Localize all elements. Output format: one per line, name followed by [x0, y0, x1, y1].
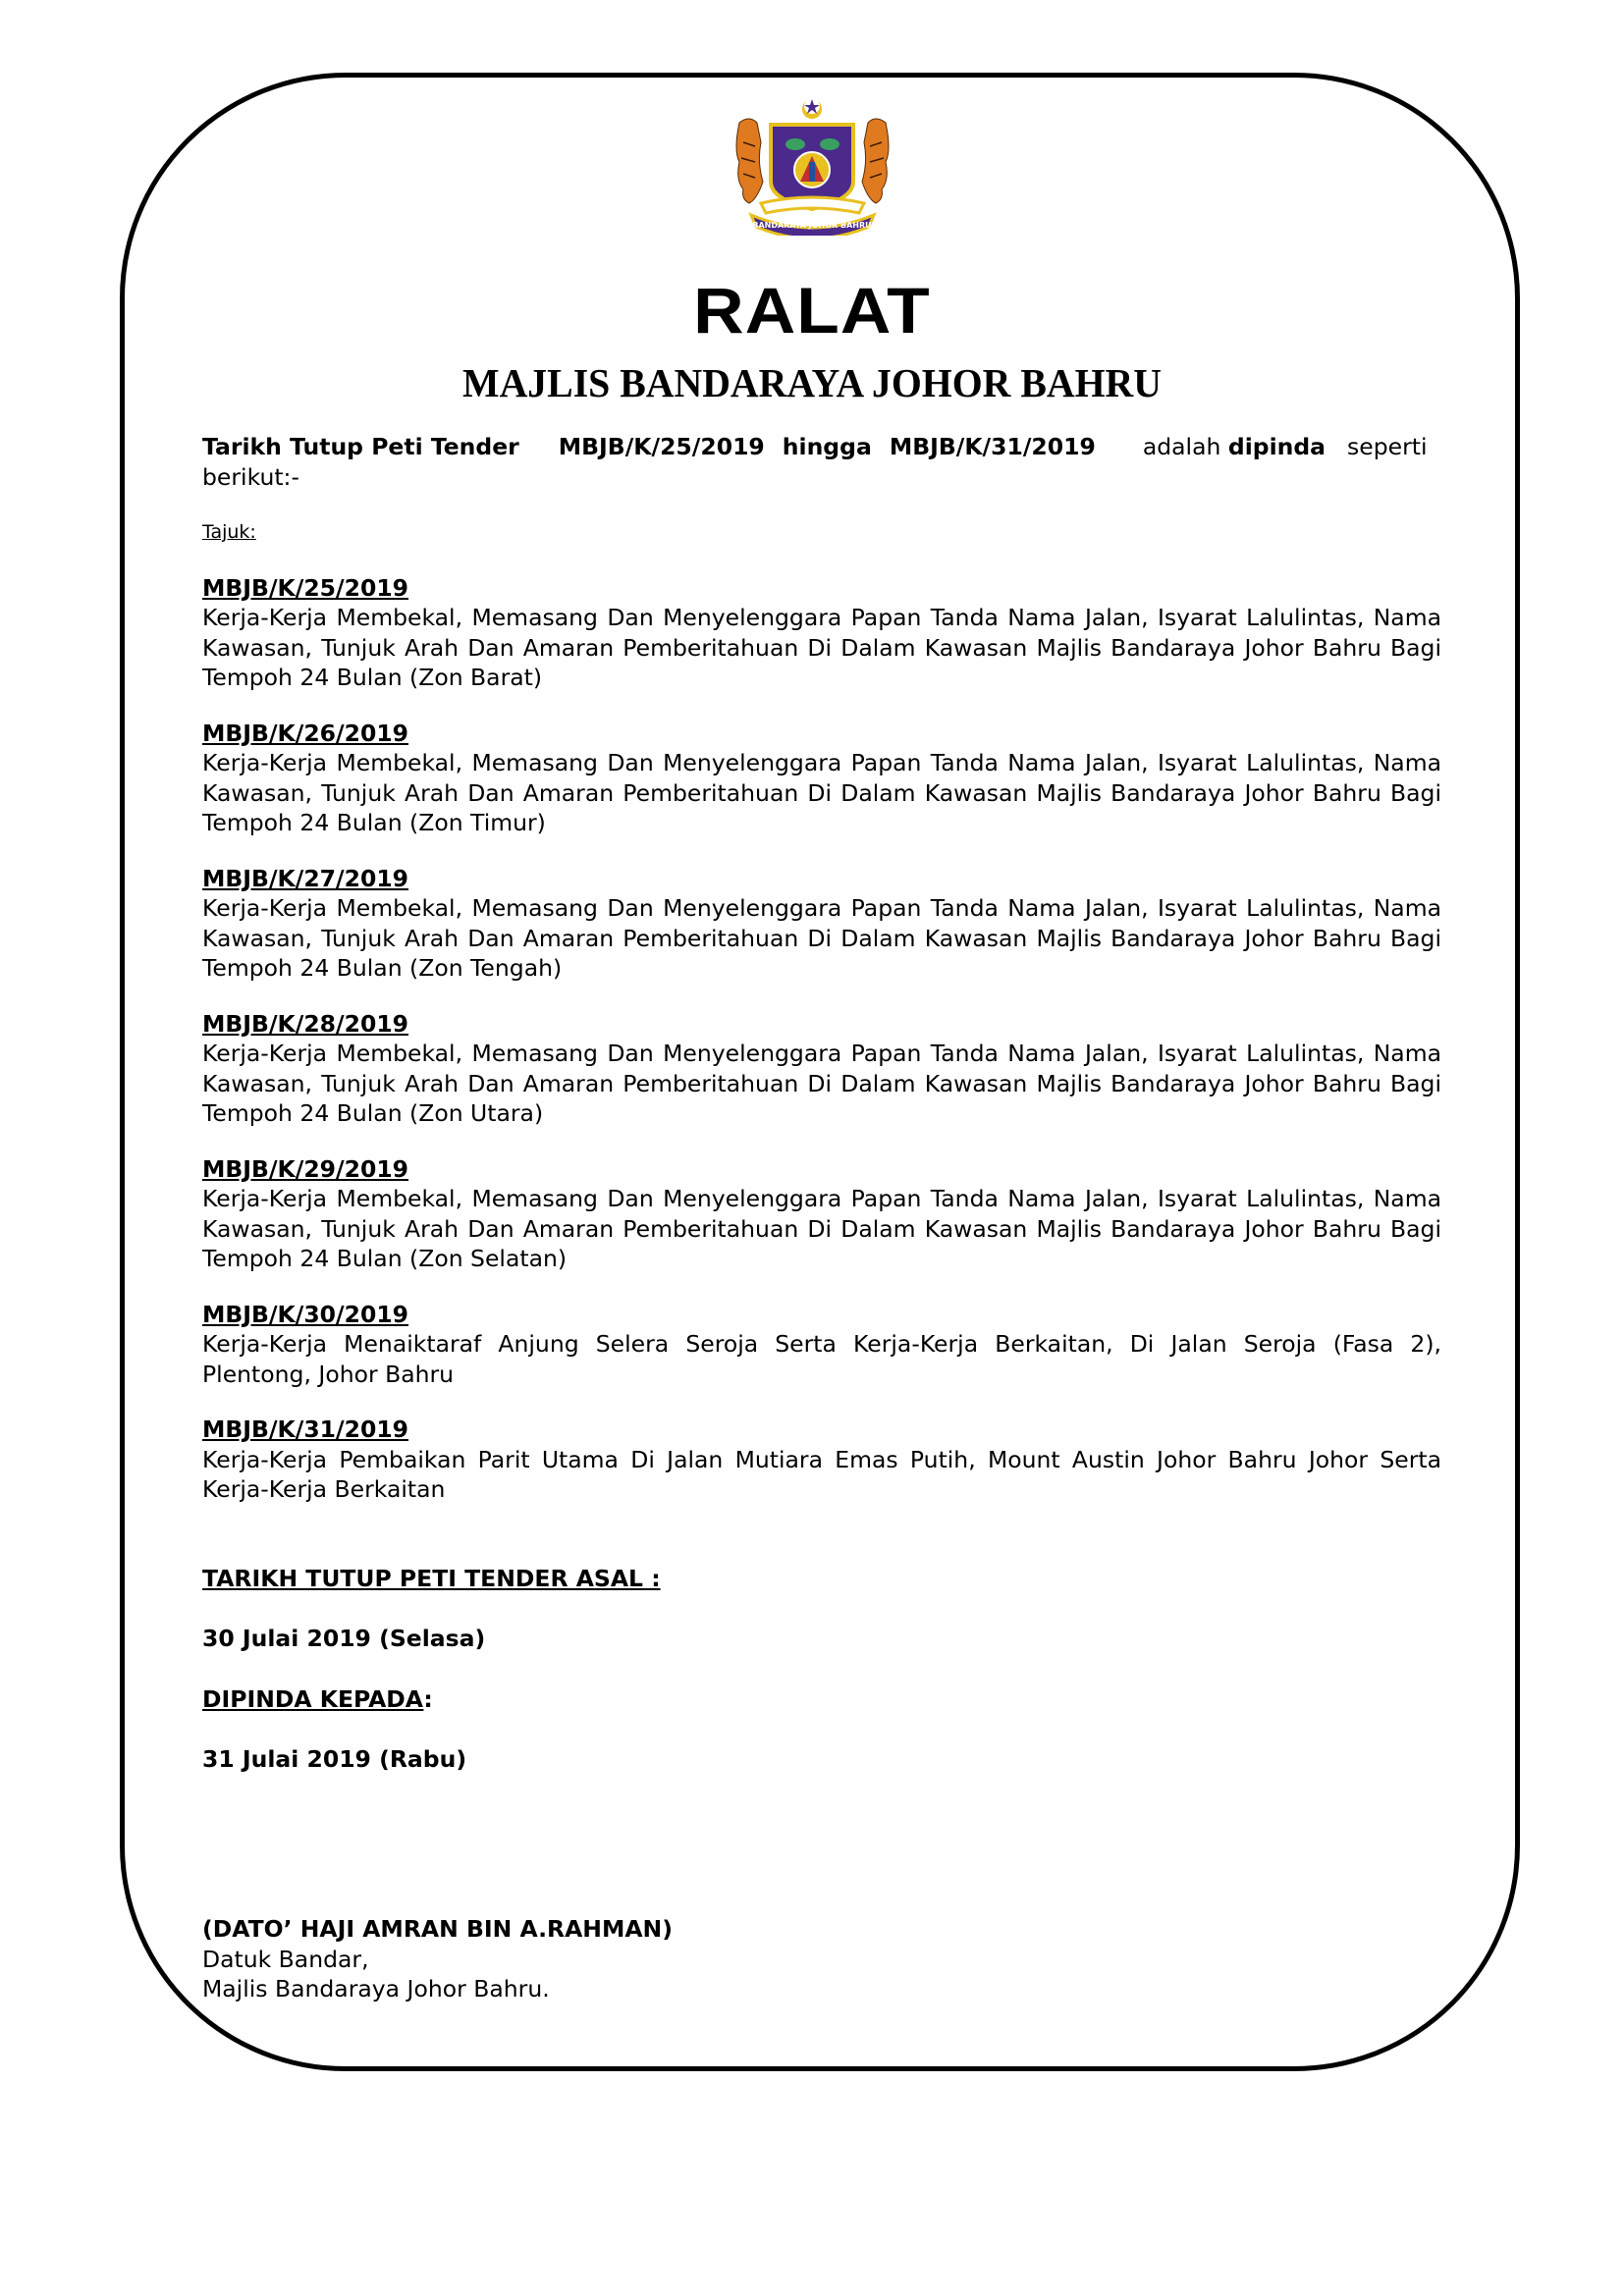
document-body [202, 432, 1441, 1775]
tender-item [202, 719, 1441, 838]
tender-item [202, 1300, 1441, 1390]
tender-code: MBJB/K/29/2019 [202, 1154, 409, 1183]
tender-item [202, 1415, 1441, 1505]
page-subtitle: MAJLIS BANDARAYA JOHOR BAHRU [462, 360, 1162, 405]
crest-logo [722, 93, 903, 236]
tender-item [202, 864, 1441, 984]
tender-description: Kerja-Kerja Membekal, Memasang Dan Menyelenggara Papan Tanda Nama Jalan, Isyarat Lalulintas, Nama Kawasan, Tunjuk Arah Dan Amaran Pemberitahuan Di Dalam Kawasan Majlis Bandaraya Johor Bahru Bagi Tempoh 24 Bulan (Zon Timur) [202, 749, 1441, 836]
intro-seperti: seperti [1347, 433, 1428, 460]
tender-code: MBJB/K/28/2019 [202, 1009, 409, 1038]
amended-date: 31 Julai 2019 (Rabu) [202, 1745, 467, 1773]
intro-paragraph [202, 432, 1441, 492]
tender-list [202, 573, 1441, 1505]
signatory-name: (DATO’ HAJI AMRAN BIN A.RAHMAN) [202, 1915, 673, 1943]
signatory-organization: Majlis Bandaraya Johor Bahru. [202, 1975, 550, 2002]
tender-description: Kerja-Kerja Membekal, Memasang Dan Menyelenggara Papan Tanda Nama Jalan, Isyarat Lalulintas, Nama Kawasan, Tunjuk Arah Dan Amaran Pemberitahuan Di Dalam Kawasan Majlis Bandaraya Johor Bahru Bagi Tempoh 24 Bulan (Zon Barat) [202, 604, 1441, 691]
tender-description: Kerja-Kerja Membekal, Memasang Dan Menyelenggara Papan Tanda Nama Jalan, Isyarat Lalulintas, Nama Kawasan, Tunjuk Arah Dan Amaran Pemberitahuan Di Dalam Kawasan Majlis Bandaraya Johor Bahru Bagi Tempoh 24 Bulan (Zon Utara) [202, 1040, 1441, 1127]
tender-code: MBJB/K/30/2019 [202, 1300, 409, 1328]
intro-label: Tarikh Tutup Peti Tender [202, 433, 519, 460]
intro-adalah: adalah [1142, 433, 1221, 460]
intro-dipinda: dipinda [1227, 433, 1326, 460]
crest-emblem-icon [722, 93, 903, 236]
crest-banner-text: BANDARAYA JOHOR BAHRU [752, 221, 872, 230]
tender-description: Kerja-Kerja Membekal, Memasang Dan Menyelenggara Papan Tanda Nama Jalan, Isyarat Lalulintas, Nama Kawasan, Tunjuk Arah Dan Amaran Pemberitahuan Di Dalam Kawasan Majlis Bandaraya Johor Bahru Bagi Tempoh 24 Bulan (Zon Tengah) [202, 894, 1441, 982]
tender-item [202, 573, 1441, 693]
tender-description: Kerja-Kerja Pembaikan Parit Utama Di Jalan Mutiara Emas Putih, Mount Austin Johor Bahru Johor Serta Kerja-Kerja Berkaitan [202, 1445, 1441, 1503]
intro-code-to: MBJB/K/31/2019 [889, 433, 1096, 460]
tender-code: MBJB/K/31/2019 [202, 1415, 409, 1443]
page-title: RALAT [693, 274, 931, 347]
tajuk-label: Tajuk: [202, 521, 256, 543]
intro-berikut: berikut:- [202, 462, 299, 491]
tender-item [202, 1009, 1441, 1129]
amended-heading [202, 1684, 1441, 1715]
tender-description: Kerja-Kerja Menaiktaraf Anjung Selera Seroja Serta Kerja-Kerja Berkaitan, Di Jalan Seroja (Fasa 2), Plentong, Johor Bahru [202, 1330, 1441, 1388]
intro-code-from: MBJB/K/25/2019 [558, 433, 765, 460]
tender-code: MBJB/K/26/2019 [202, 719, 409, 747]
amended-label: DIPINDA KEPADA [202, 1684, 424, 1713]
original-closing-label: TARIKH TUTUP PETI TENDER ASAL : [202, 1564, 661, 1592]
original-closing-date: 30 Julai 2019 (Selasa) [202, 1625, 486, 1652]
signatory-position: Datuk Bandar, [202, 1945, 369, 1973]
tender-code: MBJB/K/25/2019 [202, 573, 409, 602]
tender-code: MBJB/K/27/2019 [202, 864, 409, 892]
amended-colon: : [423, 1684, 433, 1713]
signature-block [202, 1914, 673, 2004]
intro-hingga: hingga [782, 433, 872, 460]
tender-description: Kerja-Kerja Membekal, Memasang Dan Menyelenggara Papan Tanda Nama Jalan, Isyarat Lalulintas, Nama Kawasan, Tunjuk Arah Dan Amaran Pemberitahuan Di Dalam Kawasan Majlis Bandaraya Johor Bahru Bagi Tempoh 24 Bulan (Zon Selatan) [202, 1185, 1441, 1272]
tender-item [202, 1154, 1441, 1274]
